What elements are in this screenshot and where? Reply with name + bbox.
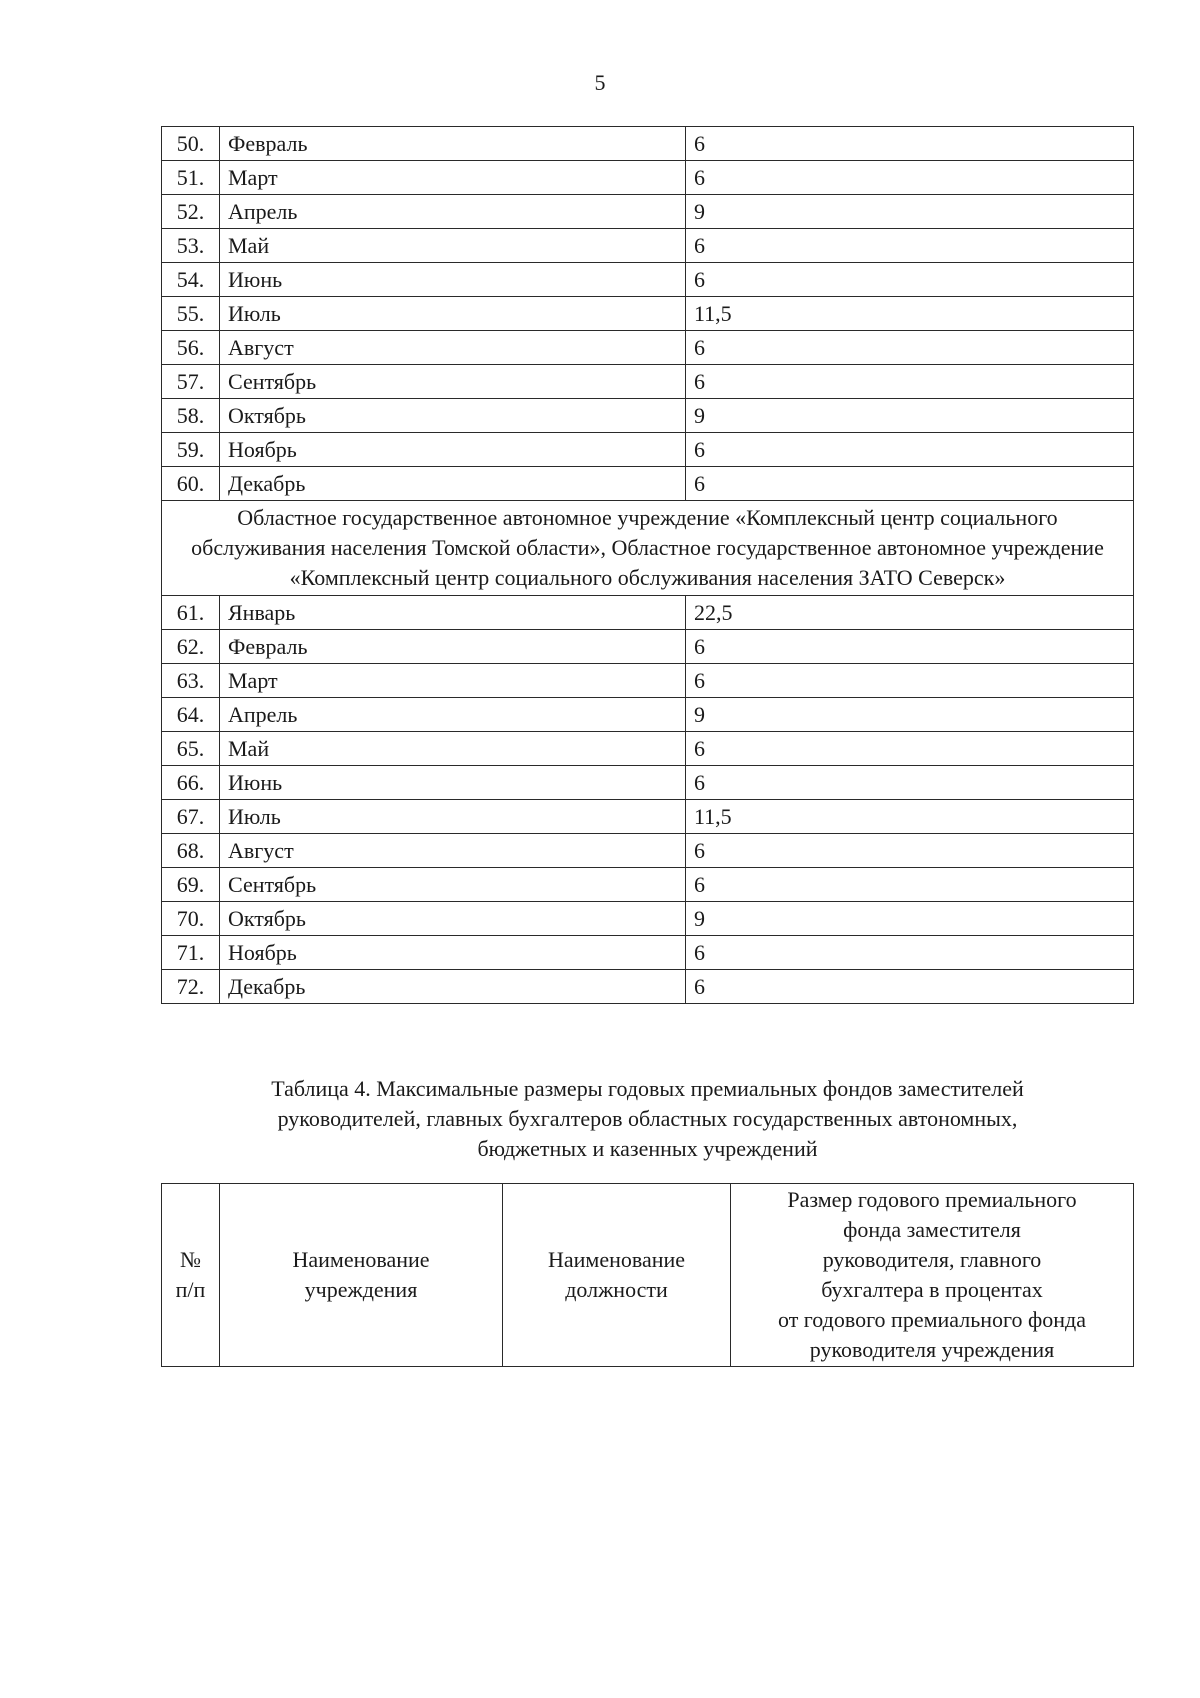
row-number-cell: 72. <box>162 970 220 1004</box>
month-cell: Апрель <box>220 195 686 229</box>
value-cell: 9 <box>686 399 1134 433</box>
month-cell: Октябрь <box>220 399 686 433</box>
month-cell: Декабрь <box>220 970 686 1004</box>
table-row <box>162 127 1134 161</box>
table-row <box>162 297 1134 331</box>
month-cell: Октябрь <box>220 902 686 936</box>
table-row <box>162 195 1134 229</box>
header-text-line: № <box>180 1247 201 1272</box>
header-text-line: Наименование <box>547 1247 686 1272</box>
table-row <box>162 433 1134 467</box>
row-number-cell: 60. <box>162 467 220 501</box>
value-cell: 6 <box>686 263 1134 297</box>
table-row <box>162 936 1134 970</box>
month-cell: Июль <box>220 800 686 834</box>
month-cell: Май <box>220 229 686 263</box>
value-cell: 6 <box>686 834 1134 868</box>
row-number-cell: 56. <box>162 331 220 365</box>
value-cell: 6 <box>686 467 1134 501</box>
value-cell: 6 <box>686 936 1134 970</box>
value-cell: 6 <box>686 161 1134 195</box>
month-cell: Ноябрь <box>220 936 686 970</box>
row-number-cell: 63. <box>162 664 220 698</box>
table4-title-line: руководителей, главных бухгалтеров областных государственных автономных, <box>277 1106 1018 1131</box>
table-row <box>162 732 1134 766</box>
month-cell: Август <box>220 834 686 868</box>
row-number-cell: 59. <box>162 433 220 467</box>
row-number-cell: 68. <box>162 834 220 868</box>
value-cell: 6 <box>686 127 1134 161</box>
row-number-cell: 62. <box>162 630 220 664</box>
value-cell: 9 <box>686 195 1134 229</box>
month-cell: Сентябрь <box>220 868 686 902</box>
table-row <box>162 868 1134 902</box>
month-cell: Июль <box>220 297 686 331</box>
value-cell: 9 <box>686 698 1134 732</box>
table-row <box>162 800 1134 834</box>
row-number-cell: 69. <box>162 868 220 902</box>
row-number-cell: 51. <box>162 161 220 195</box>
table-row <box>162 399 1134 433</box>
value-cell: 6 <box>686 365 1134 399</box>
table-row <box>162 229 1134 263</box>
table-row <box>162 698 1134 732</box>
table-row <box>162 664 1134 698</box>
month-cell: Июнь <box>220 766 686 800</box>
table-row <box>162 970 1134 1004</box>
row-number-cell: 52. <box>162 195 220 229</box>
table-row <box>162 467 1134 501</box>
header-text-line: Размер годового премиального <box>787 1187 1077 1212</box>
row-number-cell: 64. <box>162 698 220 732</box>
row-number-cell: 50. <box>162 127 220 161</box>
value-cell: 6 <box>686 766 1134 800</box>
table-row <box>162 263 1134 297</box>
table4 <box>161 1183 1134 1367</box>
row-number-cell: 54. <box>162 263 220 297</box>
table-row <box>162 161 1134 195</box>
table-row <box>162 365 1134 399</box>
value-cell: 6 <box>686 970 1134 1004</box>
table-row <box>162 902 1134 936</box>
header-text-line: руководителя, главного <box>822 1247 1042 1272</box>
month-cell: Май <box>220 732 686 766</box>
value-cell: 6 <box>686 732 1134 766</box>
header-text-line: п/п <box>175 1277 206 1302</box>
value-cell: 6 <box>686 868 1134 902</box>
row-number-cell: 70. <box>162 902 220 936</box>
row-number-cell: 58. <box>162 399 220 433</box>
table4-title-line: бюджетных и казенных учреждений <box>477 1136 818 1161</box>
month-cell: Февраль <box>220 630 686 664</box>
table4-title <box>160 1074 1135 1164</box>
header-text-line: должности <box>565 1277 668 1302</box>
month-cell: Август <box>220 331 686 365</box>
header-text-line: от годового премиального фонда <box>777 1307 1086 1332</box>
row-number-cell: 61. <box>162 596 220 630</box>
month-cell: Ноябрь <box>220 433 686 467</box>
value-cell: 9 <box>686 902 1134 936</box>
table4-title-line: Таблица 4. Максимальные размеры годовых премиальных фондов заместителей <box>271 1076 1024 1101</box>
row-number-cell: 67. <box>162 800 220 834</box>
row-number-cell: 65. <box>162 732 220 766</box>
month-cell: Декабрь <box>220 467 686 501</box>
month-cell: Сентябрь <box>220 365 686 399</box>
header-position-name <box>503 1184 731 1367</box>
premium-schedule-table <box>161 126 1134 1004</box>
value-cell: 6 <box>686 331 1134 365</box>
table-row <box>162 630 1134 664</box>
header-text-line: бухгалтера в процентах <box>821 1277 1043 1302</box>
month-cell: Апрель <box>220 698 686 732</box>
header-premium-fund-size <box>731 1184 1134 1367</box>
row-number-cell: 66. <box>162 766 220 800</box>
row-number-cell: 53. <box>162 229 220 263</box>
table4-header-row <box>162 1184 1134 1367</box>
table-row <box>162 331 1134 365</box>
header-text-line: фонда заместителя <box>843 1217 1021 1242</box>
section-heading-row <box>162 501 1134 596</box>
month-cell: Март <box>220 161 686 195</box>
section-heading: Областное государственное автономное учреждение «Комплексный центр социального обслуживания населения Томской области», Областное государственное автономное учреждение «Комплексный центр социального обслуживания населения ЗАТО Северск» <box>162 501 1134 596</box>
value-cell: 6 <box>686 229 1134 263</box>
month-cell: Март <box>220 664 686 698</box>
row-number-cell: 57. <box>162 365 220 399</box>
header-number <box>162 1184 220 1367</box>
value-cell: 11,5 <box>686 800 1134 834</box>
page-number: 5 <box>594 70 606 95</box>
month-cell: Июнь <box>220 263 686 297</box>
header-text-line: руководителя учреждения <box>809 1337 1055 1362</box>
table-row <box>162 834 1134 868</box>
table-row <box>162 596 1134 630</box>
value-cell: 6 <box>686 433 1134 467</box>
row-number-cell: 55. <box>162 297 220 331</box>
table-row <box>162 766 1134 800</box>
value-cell: 22,5 <box>686 596 1134 630</box>
month-cell: Январь <box>220 596 686 630</box>
header-institution-name <box>220 1184 503 1367</box>
value-cell: 11,5 <box>686 297 1134 331</box>
value-cell: 6 <box>686 630 1134 664</box>
value-cell: 6 <box>686 664 1134 698</box>
row-number-cell: 71. <box>162 936 220 970</box>
header-text-line: Наименование <box>292 1247 430 1272</box>
month-cell: Февраль <box>220 127 686 161</box>
header-text-line: учреждения <box>304 1277 418 1302</box>
